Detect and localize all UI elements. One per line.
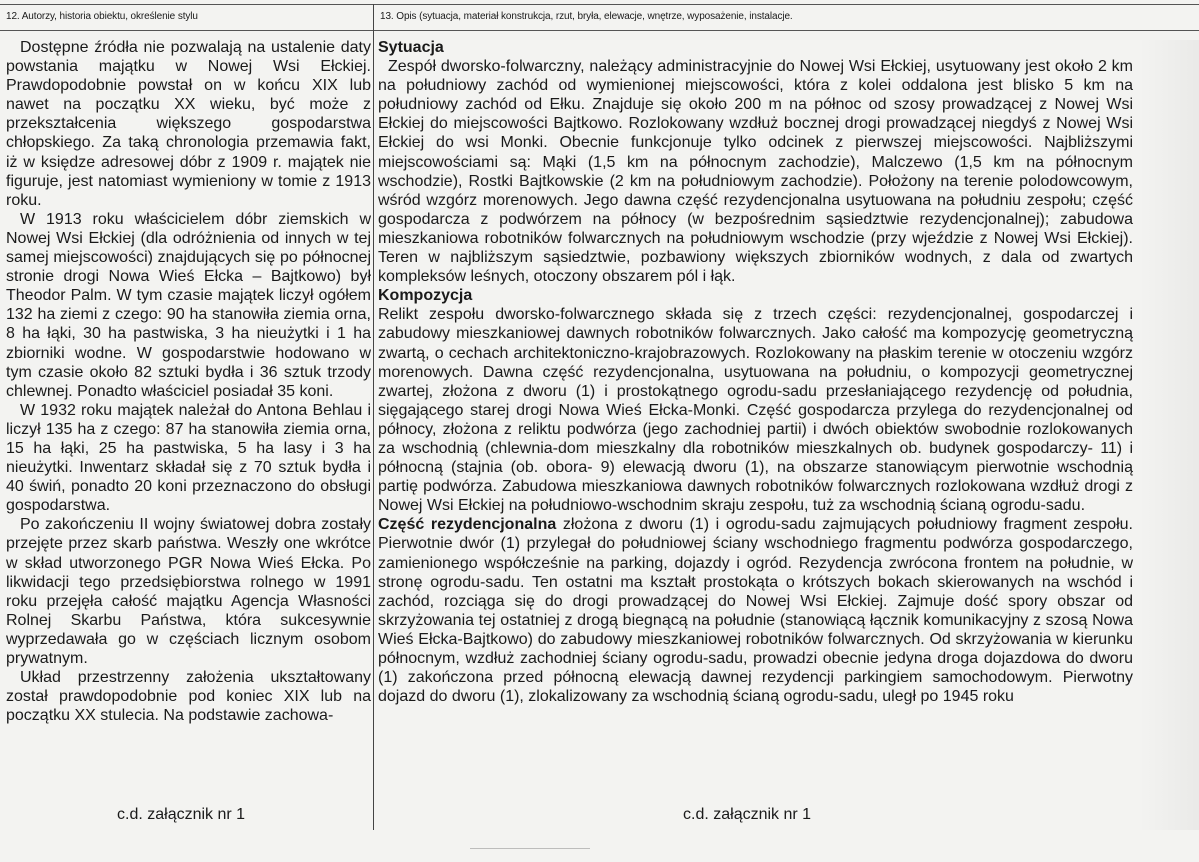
history-paragraph-1: Dostępne źródła nie pozwalają na ustalenie daty powstania majątku w Nowej Wsi Ełckiej. Prawdopodobnie powstał on w końcu XIX lub nawet na początku XX wieku, być może z przekształcenia większego gospodarstwa chłopskiego. Za taką chronologia przemawia fakt, iż w księdze adresowej dóbr z 1909 r. majątek nie figuruje, jest natomiast wymieniony w tomie z 1913 roku. (6, 39, 371, 209)
right-continuation-note: c.d. załącznik nr 1 (683, 806, 812, 823)
rezydencja-heading: Część rezydencjonalna (378, 516, 557, 534)
left-column-history (6, 38, 371, 725)
sytuacja-heading: Sytuacja (378, 39, 444, 56)
rezydencja-text: złożona z dworu (1) i ogrodu-sadu zajmujących południowy fragment zespołu. Pierwotnie dwór (1) przylegał do południowej ściany wschodniego fragmentu podwórza gospodarczego, zamienionego współcześnie na parking, dojazdy i ogród. Rezydencja zwrócona frontem na południe, w stronę ogrodu-sadu. Ten ostatni ma kształt prostokąta o krótszych bokach skierowanych na wschód i zachód, rozciąga się do drogi prowadzącej do Nowej Wsi Ełckiej. Zajmuje dość spory obszar od skrzyżowania tej ostatniej z drogą biegnącą na południe (stanowiącą łącznik komunikacyjny z szosą Nowa Wieś Ełcka-Bajtkowo) do zabudowy mieszkaniowej robotników folwarcznych. Od skrzyżowania w kierunku północnym, wzdłuż zachodniej ściany ogrodu-sadu, prowadzi obecnie jedyna droga dojazdowa do dworu (1) zakończona przed północną elewacją dawnej rezydencji parkingiem samochodowym. Pierwotny dojazd do dworu (1), zlokalizowany za wschodnią ścianą ogrodu-sadu, uległ po 1945 roku (378, 516, 1133, 706)
scan-edge-shadow (1139, 40, 1199, 830)
right-column-description (378, 38, 1133, 706)
scan-mark (470, 848, 590, 849)
top-border (0, 4, 1199, 5)
history-paragraph-2: W 1913 roku właścicielem dóbr ziemskich w Nowej Wsi Ełckiej (dla odróżnienia od innych w tej samej miejscowości) znajdujących się po północnej stronie drogi Nowa Wieś Ełcka – Bajtkowo) był Theodor Palm. W tym czasie majątek liczył ogółem 132 ha ziemi z czego: 90 ha stanowiła ziemia orna, 8 ha łąki, 30 ha pastwiska, 3 ha nieużytki i 1 ha zbiorniki wodne. W gospodarstwie hodowano w tym czasie około 82 sztuki bydła i 36 sztuk trzody chlewnej. Ponadto właściciel posiadał 35 koni. (6, 210, 371, 400)
left-continuation-note: c.d. załącznik nr 1 (117, 806, 246, 823)
header-left-label: 12. Autorzy, historia obiektu, określenie stylu (6, 11, 198, 22)
kompozycja-heading: Kompozycja (378, 287, 473, 305)
history-paragraph-5: Układ przestrzenny założenia ukształtowany został prawdopodobnie pod koniec XIX lub na początku XX stulecia. Na podstawie zachowa- (6, 669, 371, 725)
sytuacja-paragraph: Zespół dworsko-folwarczny, należący administracyjnie do Nowej Wsi Ełckiej, usytuowany jest około 2 km na południowy zachód od wymienionej miejscowości, która z kolei oddalona jest blisko 5 km na południowy zachód od Ełku. Znajduje się około 200 m na północ od szosy prowadzącej z Nowej Wsi Ełckiej do miejscowości Bajtkowo. Rozlokowany wzdłuż bocznej drogi prowadzącej niegdyś z Nowej Wsi Ełckiej do wsi Monki. Obecnie funkcjonuje tylko odcinek z pierwszej miejscowości. Najbliższymi miejscowościami są: Mąki (1,5 km na północnym zachodzie), Malczewo (1,5 km na północnym wschodzie), Rostki Bajtkowskie (2 km na południowym zachodzie). Położony na terenie polodowcowym, wśród wzgórz morenowych. Jego dawna część rezydencjonalna usytuowana na południu zespołu; część gospodarcza z podwórzem na północy (w bezpośrednim sąsiedztwie rezydencjonalnej); zabudowa mieszkaniowa robotników folwarcznych na południowym wschodzie (przy wjeździe z Nowej Wsi Ełckiej). Teren w najbliższym sąsiedztwie, pozbawiony większych zbiorników wodnych, z dala od zwartych kompleksów leśnych, otoczony obszarem pól i łąk. (378, 58, 1133, 286)
kompozycja-paragraph: Relikt zespołu dworsko-folwarcznego składa się z trzech części: rezydencjonalnej, gospodarczej i zabudowy mieszkaniowej dawnych robotników folwarcznych. Jako całość ma kompozycję geometryczną zwartą, o cechach architektoniczno-krajobrazowych. Rozlokowany na płaskim terenie w otoczeniu wzgórz morenowych. Dawna część rezydencjonalna, usytuowana na południu, o kompozycji geometrycznej zwartej, złożona z dworu (1) i prostokątnego ogrodu-sadu przesłaniającego rezydencję od południa, sięgającego starej drogi Nowa Wieś Ełcka-Monki. Część gospodarcza przylega do rezydencjonalnej od północy, złożona z reliktu podwórza (jego zachodniej partii) i dwóch obiektów swobodnie rozlokowanych za wschodnią (chlewnia-dom mieszkalny dla robotników mieszkalnych ob. budynek gospodarczy- 11) i północną (stajnia (ob. obora- 9) elewacją dworu (1), na obszarze stanowiącym pierwotnie wschodnią partię podwórza. Zabudowa mieszkaniowa dawnych robotników folwarcznych rozlokowana wzdłuż drogi z Nowej Wsi Ełckiej na południowo-wschodnim skraju zespołu, tuż za wschodnią ścianą ogrodu-sadu. (378, 306, 1133, 515)
rezydencja-paragraph (378, 515, 1133, 706)
header-right-label: 13. Opis (sytuacja, materiał konstrukcja, rzut, bryła, elewacje, wnętrze, wyposażenie, instalacje. (380, 11, 793, 22)
history-paragraph-3: W 1932 roku majątek należał do Antona Behlau i liczył 135 ha z czego: 87 ha stanowiła ziemia orna, 15 ha łąki, 25 ha pastwiska, 5 ha lasy i 3 ha nieużytki. Inwentarz składał się z 70 sztuk bydła i 40 świń, ponadto 20 koni przeznaczono do obsługi gospodarstwa. (6, 401, 371, 515)
history-paragraph-4: Po zakończeniu II wojny światowej dobra zostały przejęte przez skarb państwa. Weszły one wkrótce w skład utworzonego PGR Nowa Wieś Ełcka. Po likwidacji tego przedsiębiorstwa rolnego w 1991 roku przejęła całość majątku Agencja Własności Rolnej Skarbu Państwa, która sukcesywnie wyprzedawała go w częściach licznym osobom prywatnym. (6, 516, 371, 667)
column-divider (373, 4, 374, 830)
header-divider (0, 30, 1199, 31)
